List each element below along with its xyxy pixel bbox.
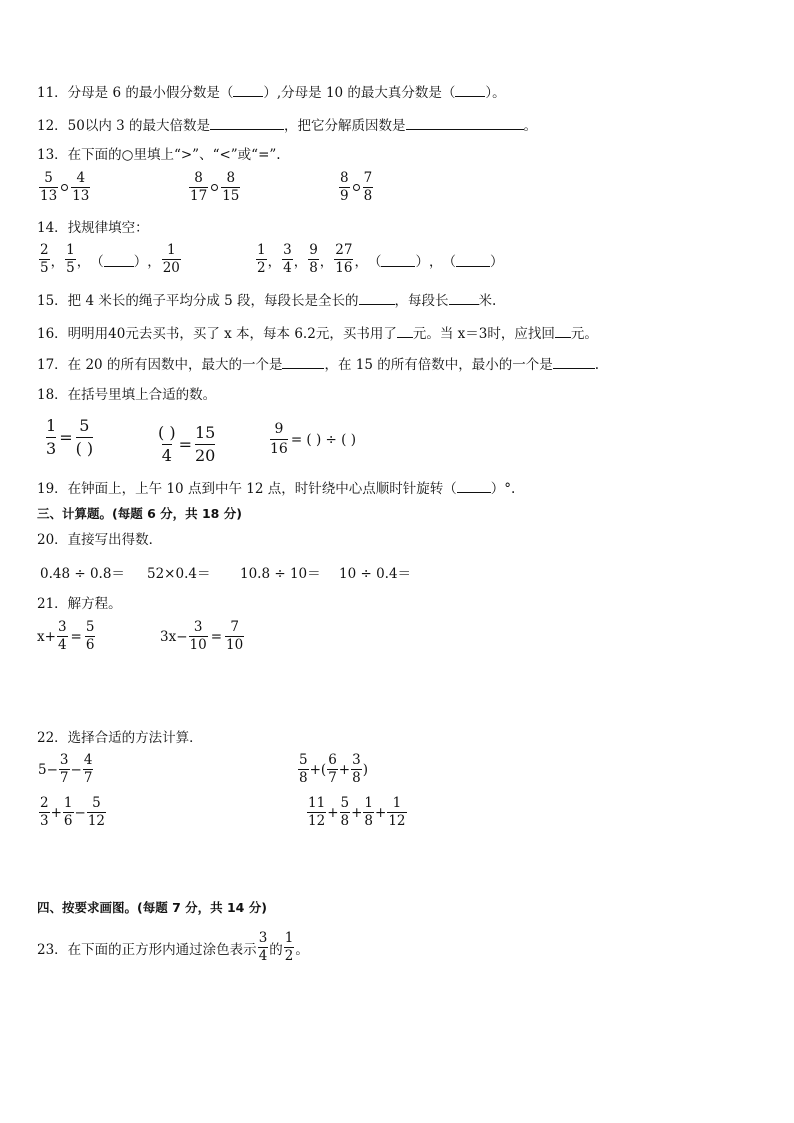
fraction: $\frac{9}{16}$ xyxy=(270,421,288,457)
q18-division-blanks[interactable]: = ( ) ÷ ( ) xyxy=(290,431,356,448)
fraction: $\frac{( )}{4}$ xyxy=(158,423,176,465)
question-23: 23．在下面的正方形内通过涂色表示 $\frac{3}{4}$ 的 $\frac{1}{2}$ 。 xyxy=(37,930,309,964)
q22-expression-1: 5− $\frac{3}{7}$ − $\frac{4}{7}$ xyxy=(38,752,93,786)
question-14-label: 14．找规律填空： xyxy=(37,220,149,236)
question-16: 16．明明用40元去买书，买了 x 本，每本 6.2元，买书用了 元。当 x＝3时，应找回 元。 xyxy=(37,323,598,344)
q15-blank-2[interactable] xyxy=(449,290,479,305)
fraction: $\frac{3}{8}$ xyxy=(352,752,361,786)
fraction: $\frac{8}{17}$ xyxy=(190,170,208,204)
fraction: $\frac{1}{5}$ xyxy=(66,242,75,276)
q15-blank-1[interactable] xyxy=(359,290,395,305)
fraction: $\frac{3}{10}$ xyxy=(189,619,207,653)
q16-blank-1[interactable] xyxy=(397,323,413,338)
q22-expression-2: $\frac{5}{8}$ +( $\frac{6}{7}$ + $\frac{3}{8}$ ) xyxy=(299,752,368,786)
q21-equation-2: 3x− $\frac{3}{10}$ = $\frac{7}{10}$ xyxy=(160,619,244,653)
compare-circle[interactable] xyxy=(353,184,360,191)
fraction: $\frac{9}{8}$ xyxy=(309,242,318,276)
q14-blank-1[interactable] xyxy=(104,252,134,267)
question-22-label: 22．选择合适的方法计算． xyxy=(37,730,203,746)
q12-blank-1[interactable] xyxy=(210,115,284,130)
fraction: $\frac{1}{2}$ xyxy=(284,930,294,964)
q17-blank-1[interactable] xyxy=(282,354,324,369)
compare-circle[interactable] xyxy=(61,184,68,191)
question-20-label: 20．直接写出得数． xyxy=(37,532,163,548)
q11-blank-2[interactable] xyxy=(455,82,485,97)
fraction: $\frac{1}{6}$ xyxy=(63,795,73,829)
fraction: $\frac{5}{8}$ xyxy=(299,752,308,786)
fraction: $\frac{1}{20}$ xyxy=(162,242,180,276)
question-11 xyxy=(37,82,506,103)
q12-post: 。 xyxy=(523,118,538,134)
fraction: $\frac{4}{13}$ xyxy=(72,170,90,204)
q11-post: ）。 xyxy=(485,85,506,101)
fraction: $\frac{7}{10}$ xyxy=(226,619,244,653)
fraction: $\frac{5}{12}$ xyxy=(87,795,105,829)
fraction: $\frac{11}{12}$ xyxy=(308,795,326,829)
fraction: $\frac{1}{2}$ xyxy=(257,242,266,276)
q14-blank-3[interactable] xyxy=(456,252,490,267)
question-13-label: 13．在下面的○里填上“>”、“<”或“=”. xyxy=(37,147,281,163)
fraction: $\frac{4}{7}$ xyxy=(83,752,93,786)
q20-item-3: 10.8 ÷ 10＝ xyxy=(240,566,321,582)
q12-blank-2[interactable] xyxy=(406,115,524,130)
q13-item-1 xyxy=(38,170,91,205)
fraction: $\frac{8}{15}$ xyxy=(222,170,240,204)
q13-item-3 xyxy=(338,170,374,205)
fraction: $\frac{2}{3}$ xyxy=(40,795,49,829)
q18-blank-2[interactable]: ( ) xyxy=(158,423,176,442)
q20-item-1: 0.48 ÷ 0.8＝ xyxy=(40,566,125,582)
fraction: $\frac{3}{4}$ xyxy=(258,930,268,964)
q22-expression-4: $\frac{11}{12}$ + $\frac{5}{8}$ + $\frac{1}{8}$ + $\frac{1}{12}$ xyxy=(308,795,406,829)
question-19: 19．在钟面上，上午 10 点到中午 12 点，时针绕中心点顺时针旋转（ ）°. xyxy=(37,478,515,499)
q12-mid: ，把它分解质因数是 xyxy=(284,118,406,134)
fraction: $\frac{2}{5}$ xyxy=(40,242,49,276)
question-18-label: 18．在括号里填上合适的数。 xyxy=(37,387,217,403)
q13-item-2 xyxy=(188,170,241,205)
fraction: $\frac{5}{8}$ xyxy=(340,795,350,829)
q14-sequence-2: $\frac{1}{2}$ ， $\frac{3}{4}$ ， $\frac{9}{8}$ ， $\frac{27}{16}$ ， （ ） ， （ ） xyxy=(257,242,504,276)
q18-blank-1[interactable]: ( ) xyxy=(75,439,94,458)
fraction: $\frac{5}{( )}$ xyxy=(75,416,94,458)
fraction: $\frac{7}{8}$ xyxy=(363,170,373,204)
q22-expression-3: $\frac{2}{3}$ + $\frac{1}{6}$ − $\frac{5}{12}$ xyxy=(40,795,105,829)
question-15: 15．把 4 米长的绳子平均分成 5 段，每段长是全长的 ，每段长 米. xyxy=(37,290,496,311)
q20-item-4: 10 ÷ 0.4＝ xyxy=(339,566,412,582)
fraction: $\frac{27}{16}$ xyxy=(335,242,353,276)
question-12 xyxy=(37,115,537,136)
q11-mid: ）,分母是 10 的最大真分数是（ xyxy=(263,85,456,101)
q19-blank[interactable] xyxy=(457,478,491,493)
q11-pre: 11．分母是 6 的最小假分数是（ xyxy=(37,85,234,101)
q14-sequence-1: $\frac{2}{5}$ ， $\frac{1}{5}$ ， （ ） ， $\frac{1}{20}$ xyxy=(40,242,180,276)
fraction: $\frac{3}{7}$ xyxy=(59,752,69,786)
fraction: $\frac{1}{3}$ xyxy=(46,416,57,458)
fraction: $\frac{1}{8}$ xyxy=(364,795,373,829)
q17-blank-2[interactable] xyxy=(553,354,595,369)
compare-circle[interactable] xyxy=(211,184,218,191)
fraction: $\frac{1}{12}$ xyxy=(388,795,406,829)
q18-equation-3 xyxy=(270,420,356,459)
fraction: $\frac{5}{13}$ xyxy=(40,170,58,204)
question-21-label: 21．解方程。 xyxy=(37,596,122,612)
fraction: $\frac{3}{4}$ xyxy=(283,242,292,276)
fraction: $\frac{3}{4}$ xyxy=(57,619,67,653)
q14-blank-2[interactable] xyxy=(381,252,415,267)
q16-blank-2[interactable] xyxy=(555,323,571,338)
question-17: 17．在 20 的所有因数中，最大的一个是 ，在 15 的所有倍数中，最小的一个是 . xyxy=(37,354,599,375)
section-3-heading: 三、计算题。(每题 6 分，共 18 分) xyxy=(37,506,242,521)
fraction: $\frac{15}{20}$ xyxy=(194,423,216,465)
section-4-heading: 四、按要求画图。(每题 7 分，共 14 分) xyxy=(37,900,267,915)
q18-equation-2: $\frac{( )}{4}$ = $\frac{15}{20}$ xyxy=(158,423,216,465)
q20-item-2: 52×0.4＝ xyxy=(147,566,211,582)
q21-equation-1: x+ $\frac{3}{4}$ = $\frac{5}{6}$ xyxy=(37,619,95,653)
fraction: $\frac{8}{9}$ xyxy=(340,170,349,204)
q12-pre: 12．50以内 3 的最大倍数是 xyxy=(37,118,211,134)
q11-blank-1[interactable] xyxy=(233,82,263,97)
fraction: $\frac{5}{6}$ xyxy=(85,619,95,653)
fraction: $\frac{6}{7}$ xyxy=(328,752,337,786)
q18-equation-1: $\frac{1}{3}$ = $\frac{5}{( )}$ xyxy=(46,416,94,458)
